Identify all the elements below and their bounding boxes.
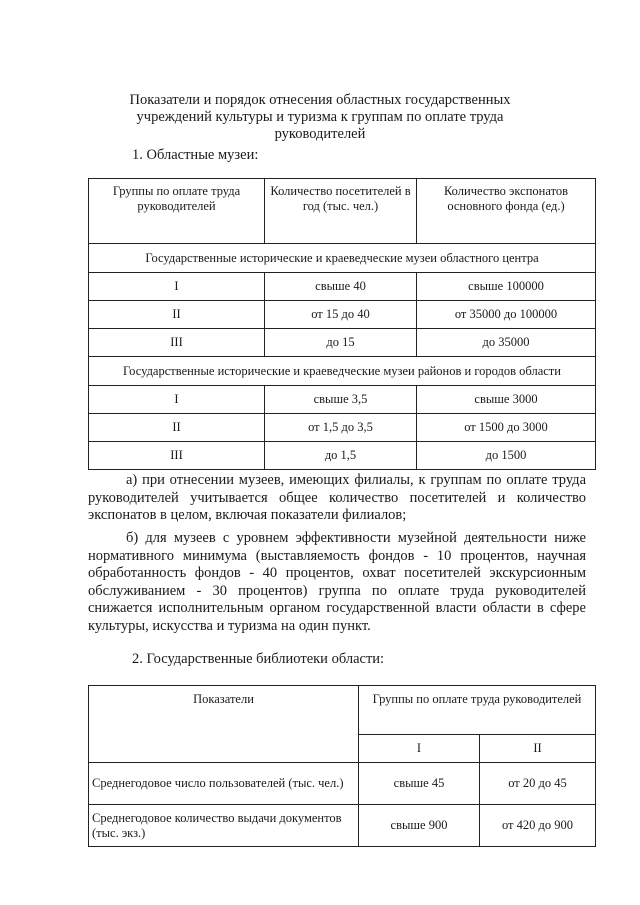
paragraph-a: а) при отнесении музеев, имеющих филиалы, к группам по оплате труда руководителей учитывается общее количество посетителей и количество экспонатов в целом, включая показатели филиалов;: [88, 472, 586, 523]
table-header-row: [89, 179, 596, 244]
table-row: [89, 805, 596, 847]
exhibits-cell: от 1500 до 3000: [417, 414, 596, 442]
visitors-cell: свыше 3,5: [265, 386, 417, 414]
table-row: [89, 414, 596, 442]
group-label-1: I: [359, 735, 480, 763]
table-section-row: [89, 357, 596, 386]
header-cell-visitors: Количество посетителей в год (тыс. чел.): [265, 179, 417, 244]
group-2-cell: от 420 до 900: [480, 805, 596, 847]
section-title-districts: Государственные исторические и краеведческие музеи районов и городов области: [89, 357, 596, 386]
paragraph-b: б) для музеев с уровнем эффективности музейной деятельности ниже нормативного минимума (выставляемость фондов - 10 процентов, научная обработанность фондов - 40 процентов, охват посетителей экскурсионным обслуживанием - 30 процентов) группа по оплате труда руководителей снижается исполнительным органом государственной власти области в сфере культуры, искусства и туризма на один пункт.: [88, 530, 586, 634]
group-label-2: II: [480, 735, 596, 763]
visitors-cell: до 1,5: [265, 442, 417, 470]
table-row: [89, 442, 596, 470]
exhibits-cell: свыше 3000: [417, 386, 596, 414]
visitors-cell: от 15 до 40: [265, 301, 417, 329]
header-cell-exhibits: Количество экспонатов основного фонда (ед.): [417, 179, 596, 244]
table-header-row: [89, 686, 596, 735]
visitors-cell: от 1,5 до 3,5: [265, 414, 417, 442]
group-1-cell: свыше 45: [359, 763, 480, 805]
table-row: [89, 273, 596, 301]
exhibits-cell: свыше 100000: [417, 273, 596, 301]
table-row: [89, 329, 596, 357]
title-line-2: учреждений культуры и туризма к группам по оплате труда: [136, 109, 504, 125]
table-section-row: [89, 244, 596, 273]
table-row: [89, 763, 596, 805]
section-2-heading: 2. Государственные библиотеки области:: [132, 651, 385, 667]
group-cell: I: [89, 386, 265, 414]
title-line-1: Показатели и порядок отнесения областных государственных: [129, 92, 511, 108]
visitors-cell: свыше 40: [265, 273, 417, 301]
header-cell-groups: Группы по оплате труда руководителей: [89, 179, 265, 244]
group-cell: III: [89, 442, 265, 470]
table-row: [89, 301, 596, 329]
group-cell: II: [89, 414, 265, 442]
exhibits-cell: от 35000 до 100000: [417, 301, 596, 329]
section-1-heading: 1. Областные музеи:: [132, 147, 259, 163]
exhibits-cell: до 1500: [417, 442, 596, 470]
visitors-cell: до 15: [265, 329, 417, 357]
document-title: [110, 92, 530, 143]
exhibits-cell: до 35000: [417, 329, 596, 357]
section-title-regional-center: Государственные исторические и краеведческие музеи областного центра: [89, 244, 596, 273]
header-cell-groups: Группы по оплате труда руководителей: [359, 686, 596, 735]
group-cell: II: [89, 301, 265, 329]
title-line-3: руководителей: [274, 126, 366, 142]
indicator-cell: Среднегодовое число пользователей (тыс. чел.): [89, 763, 359, 805]
libraries-table: [88, 685, 596, 847]
group-1-cell: свыше 900: [359, 805, 480, 847]
table-row: [89, 386, 596, 414]
group-cell: I: [89, 273, 265, 301]
group-cell: III: [89, 329, 265, 357]
header-cell-indicators: Показатели: [89, 686, 359, 763]
indicator-cell: Среднегодовое количество выдачи документов (тыс. экз.): [89, 805, 359, 847]
museums-table: [88, 178, 596, 470]
group-2-cell: от 20 до 45: [480, 763, 596, 805]
